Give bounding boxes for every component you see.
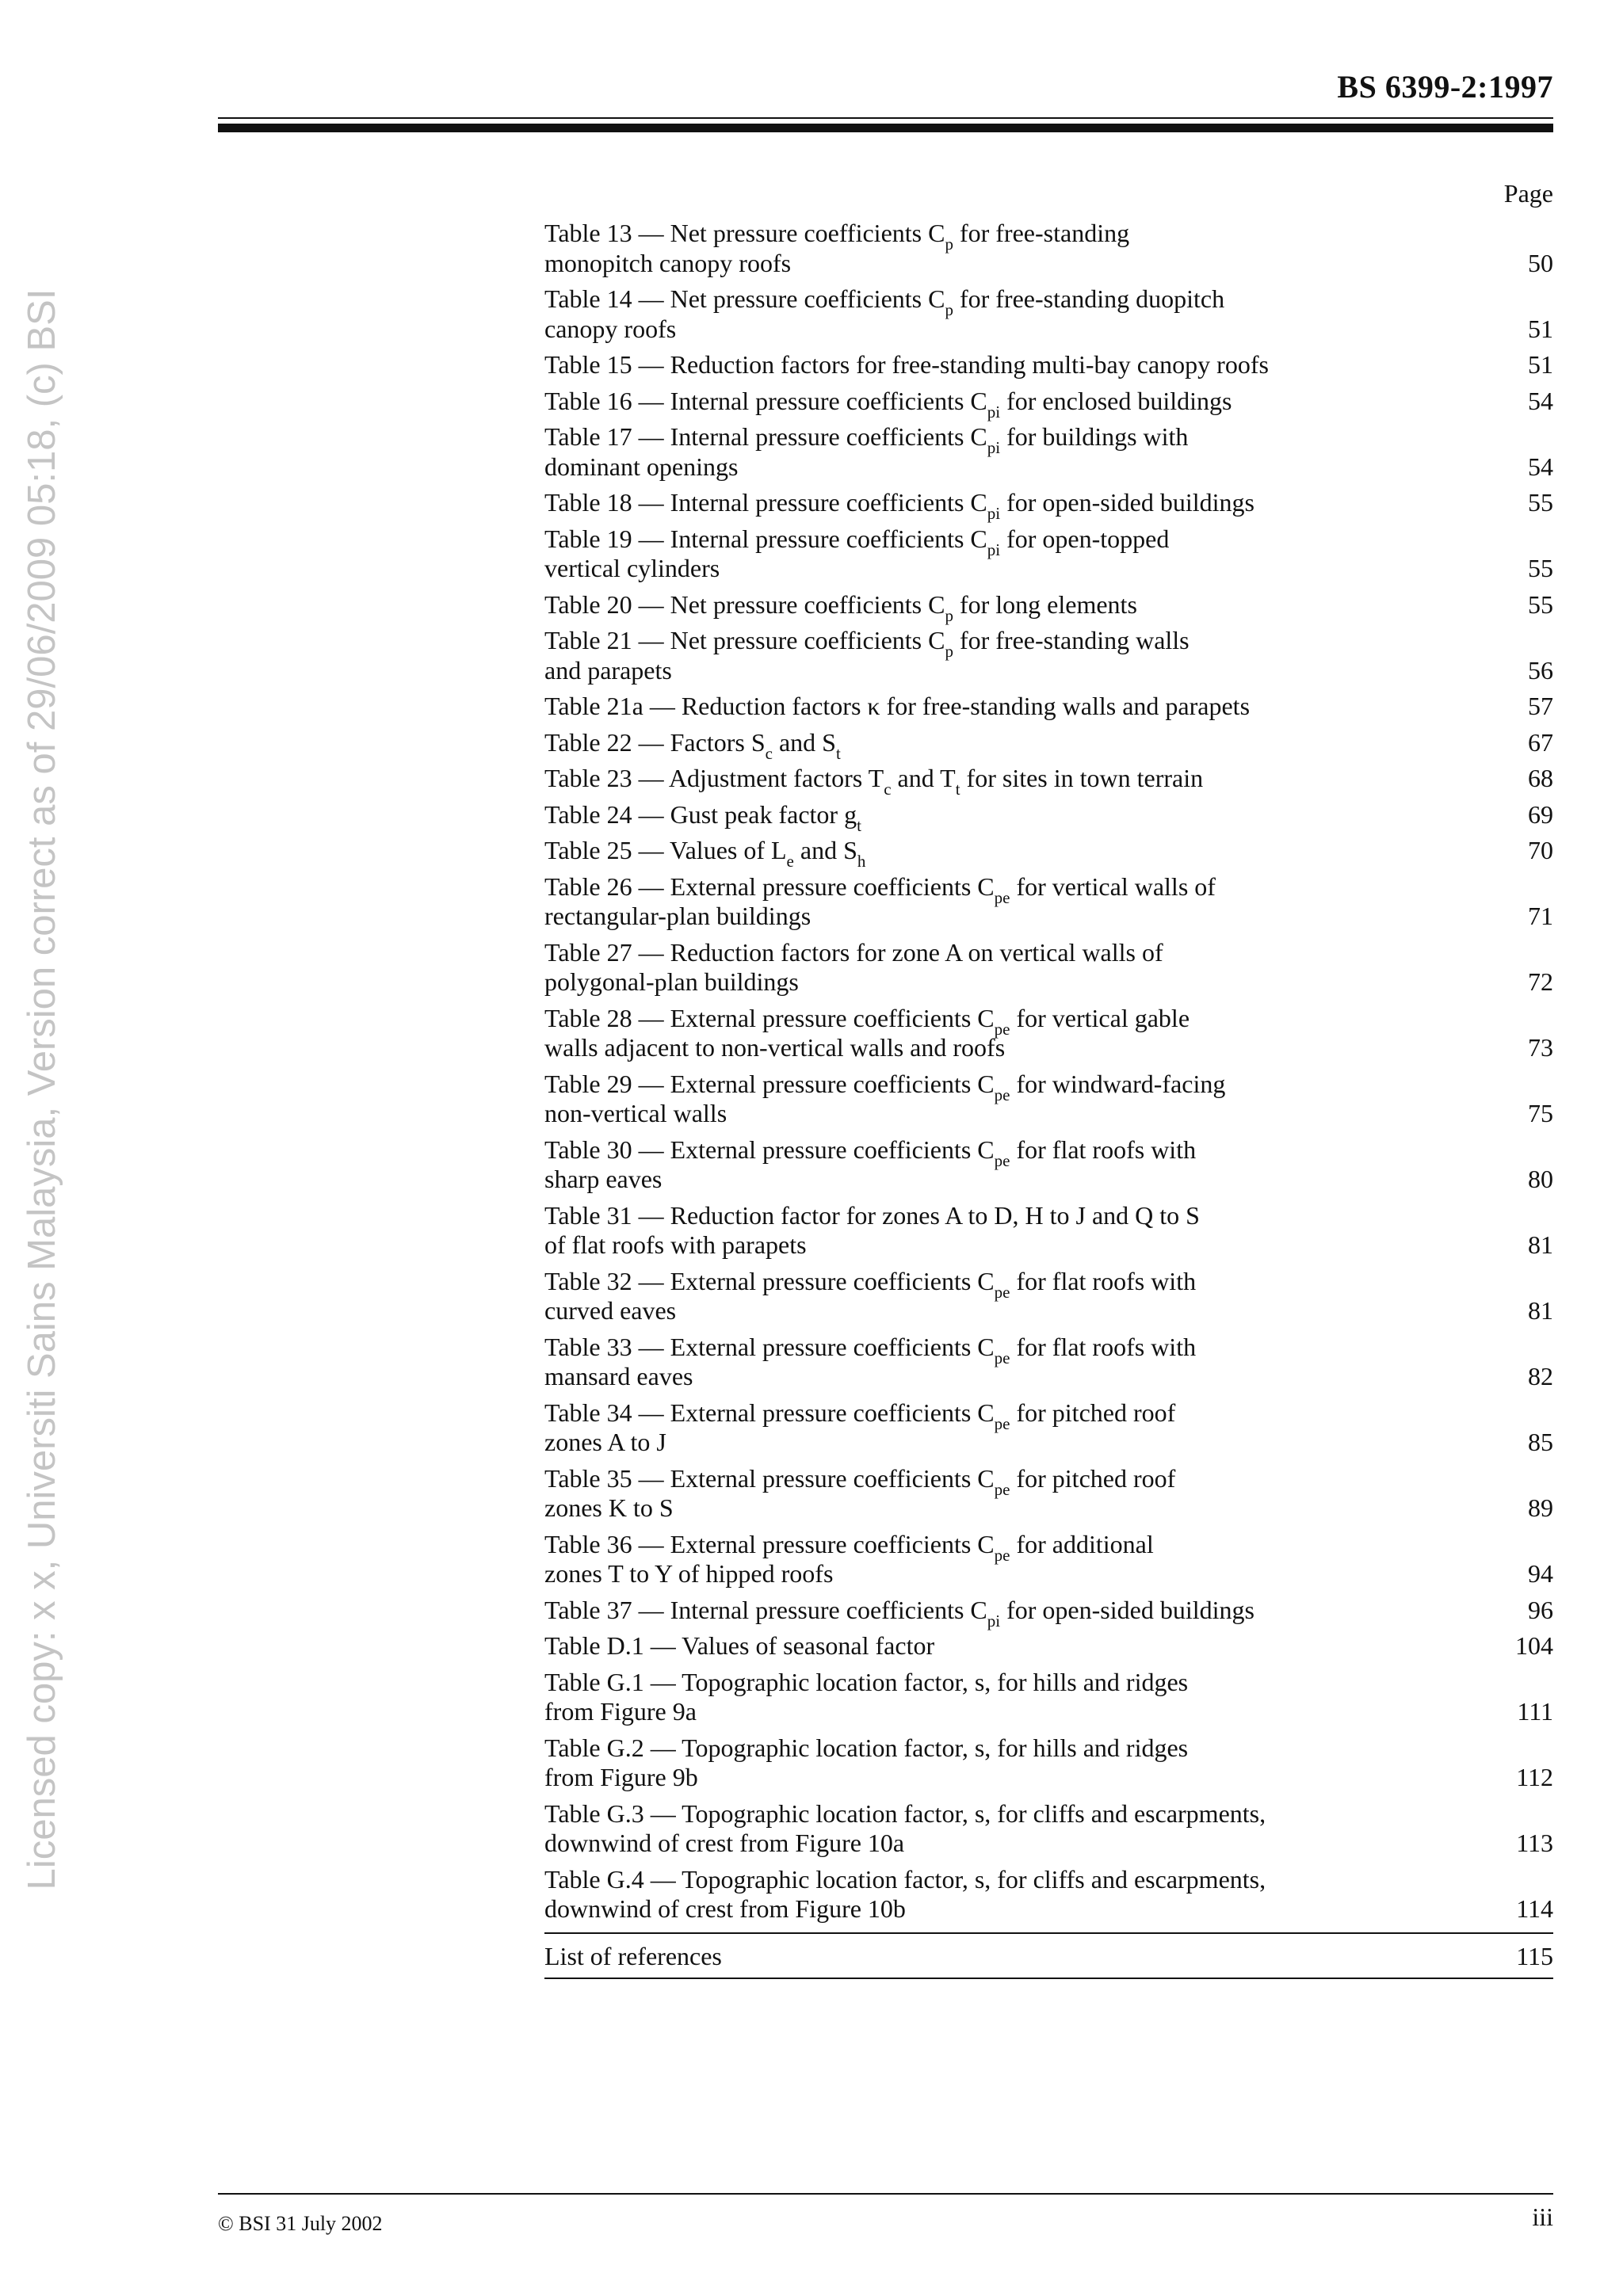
toc-entry-title: Table 24 — Gust peak factor $g_t$	[544, 799, 861, 835]
toc-entry[interactable]	[544, 692, 1553, 722]
footer-rule	[218, 2193, 1553, 2195]
toc-entry[interactable]	[544, 1865, 1553, 1924]
toc-entry-title: Table 34 — External pressure coefficients $C_{pe}$ for pitched roof zones A to J	[544, 1398, 1176, 1456]
toc-entry-page: 51	[1528, 350, 1553, 379]
toc-entry-page: 114	[1516, 1894, 1553, 1923]
toc-entry-title: Table 28 — External pressure coefficients $C_{pe}$ for vertical gable walls adjacent to non-vertical walls and roofs	[544, 1003, 1190, 1062]
toc-entry-page: 55	[1528, 488, 1553, 517]
toc-entry[interactable]	[544, 727, 1553, 763]
header-rule-thin	[218, 117, 1553, 119]
toc-entry[interactable]	[544, 1201, 1553, 1261]
toc-entry-title: Table 25 — Values of $L_e$ and $S_h$	[544, 836, 866, 871]
toc-entry-title: Table 35 — External pressure coefficients $C_{pe}$ for pitched roof zones K to S	[544, 1463, 1176, 1522]
toc-entry-title: Table 14 — Net pressure coefficients $C_p$ for free-standing duopitch canopy roofs	[544, 284, 1225, 343]
toc-entry-title: Table 17 — Internal pressure coefficients $C_{pi}$ for buildings with dominant openings	[544, 422, 1189, 481]
toc-entry-title: Table 21a — Reduction factors κ for free-standing walls and parapets	[544, 692, 1251, 720]
toc-entry-references[interactable]	[544, 1932, 1553, 1980]
toc-entry-page: 68	[1528, 764, 1553, 792]
toc-entry-page: 56	[1528, 655, 1553, 685]
toc-entry-title: Table 30 — External pressure coefficients $C_{pe}$ for flat roofs with sharp eaves	[544, 1135, 1197, 1193]
toc-entry[interactable]	[544, 1668, 1553, 1727]
toc-entry[interactable]	[544, 799, 1553, 835]
toc-entry-title: Table G.3 — Topographic location factor, s, for cliffs and escarpments, downwind of crest from Figure 10a	[544, 1798, 1266, 1857]
toc-entry[interactable]	[544, 1733, 1553, 1793]
toc-entry-title: Table 16 — Internal pressure coefficients $C_{pi}$ for enclosed buildings	[544, 386, 1232, 421]
toc-entry-page: 72	[1528, 967, 1553, 996]
toc-entry-page: 115	[1516, 1941, 1553, 1970]
toc-entry[interactable]	[544, 1631, 1553, 1661]
footer-page-number: iii	[1532, 2203, 1553, 2231]
toc-entries	[544, 219, 1553, 1924]
document-code: BS 6399-2:1997	[1337, 69, 1553, 105]
toc-entry[interactable]	[544, 764, 1553, 799]
footer-copyright: © BSI 31 July 2002	[218, 2212, 383, 2235]
toc-entry-title: Table 22 — Factors $S_c$ and $S_t$	[544, 727, 841, 763]
toc-entry[interactable]	[544, 626, 1553, 685]
toc-entry-page: 55	[1528, 589, 1553, 619]
toc-page-column-label: Page	[1503, 179, 1553, 208]
toc-entry[interactable]	[544, 1267, 1553, 1326]
toc-entry[interactable]	[544, 422, 1553, 482]
toc-entry[interactable]	[544, 1595, 1553, 1630]
toc-entry-title: Table 19 — Internal pressure coefficients $C_{pi}$ for open-topped vertical cylinders	[544, 524, 1170, 582]
toc-entry[interactable]	[544, 1004, 1553, 1063]
toc-entry-page: 113	[1516, 1829, 1553, 1857]
toc-entry-title: Table D.1 — Values of seasonal factor	[544, 1631, 935, 1660]
toc-entry-page: 55	[1528, 554, 1553, 582]
toc-entry-title: Table 13 — Net pressure coefficients $C_p$ for free-standing monopitch canopy roofs	[544, 219, 1130, 277]
toc-entry-page: 81	[1528, 1230, 1553, 1259]
toc-entry[interactable]	[544, 1464, 1553, 1524]
toc-entry-page: 85	[1528, 1428, 1553, 1456]
toc-entry-title: Table G.1 — Topographic location factor, s, for hills and ridges from Figure 9a	[544, 1667, 1189, 1726]
toc-entry[interactable]	[544, 219, 1553, 278]
toc-entry[interactable]	[544, 1333, 1553, 1392]
toc-entry-page: 80	[1528, 1165, 1553, 1193]
toc-entry-page: 69	[1528, 799, 1553, 829]
toc-entry[interactable]	[544, 1398, 1553, 1458]
toc-entry-title: Table 33 — External pressure coefficients $C_{pe}$ for flat roofs with mansard eaves	[544, 1332, 1197, 1390]
toc-entry-page: 50	[1528, 248, 1553, 277]
header-rule-thick	[218, 124, 1553, 132]
toc-entry[interactable]	[544, 589, 1553, 625]
toc-entry-page: 89	[1528, 1493, 1553, 1522]
toc-entry-page: 70	[1528, 836, 1553, 864]
toc-entry-title: Table G.4 — Topographic location factor, s, for cliffs and escarpments, downwind of crest from Figure 10b	[544, 1864, 1266, 1923]
toc-entry[interactable]	[544, 350, 1553, 380]
toc-entry-title: List of references	[544, 1941, 722, 1970]
toc-entry-title: Table 37 — Internal pressure coefficients $C_{pi}$ for open-sided buildings	[544, 1595, 1254, 1630]
toc-entry-page: 96	[1528, 1595, 1553, 1624]
toc-entry-title: Table G.2 — Topographic location factor, s, for hills and ridges from Figure 9b	[544, 1733, 1189, 1791]
toc-entry-title: Table 27 — Reduction factors for zone A on vertical walls of polygonal-plan buildings	[544, 937, 1163, 996]
toc-entry[interactable]	[544, 1070, 1553, 1129]
toc-entry-page: 54	[1528, 386, 1553, 415]
toc-entry-title: Table 29 — External pressure coefficients $C_{pe}$ for windward-facing non-vertical walls	[544, 1069, 1226, 1127]
toc-entry[interactable]	[544, 524, 1553, 584]
toc-entry-page: 54	[1528, 452, 1553, 481]
toc-entry-page: 112	[1516, 1763, 1553, 1791]
toc-entry-title: Table 23 — Adjustment factors $T_c$ and $T_t$ for sites in town terrain	[544, 764, 1204, 799]
toc-entry-title: Table 18 — Internal pressure coefficients $C_{pi}$ for open-sided buildings	[544, 488, 1254, 523]
toc-entry-page: 104	[1515, 1631, 1553, 1660]
toc-entry[interactable]	[544, 872, 1553, 932]
toc-entry[interactable]	[544, 1799, 1553, 1859]
toc-entry-page: 51	[1528, 314, 1553, 343]
toc-entry-page: 81	[1528, 1296, 1553, 1325]
table-of-contents	[544, 219, 1553, 1985]
toc-entry-page: 75	[1528, 1099, 1553, 1127]
toc-entry-page: 67	[1528, 727, 1553, 757]
toc-entry[interactable]	[544, 1135, 1553, 1195]
toc-entry-title: Table 36 — External pressure coefficients $C_{pe}$ for additional zones T to Y of hipped roofs	[544, 1529, 1154, 1588]
toc-entry[interactable]	[544, 938, 1553, 997]
toc-entry[interactable]	[544, 386, 1553, 421]
toc-entry-page: 111	[1517, 1697, 1553, 1726]
toc-entry[interactable]	[544, 488, 1553, 523]
toc-entry-page: 94	[1528, 1559, 1553, 1588]
toc-entry[interactable]	[544, 836, 1553, 871]
toc-entry-title: Table 31 — Reduction factor for zones A to D, H to J and Q to S of flat roofs with parapets	[544, 1200, 1200, 1259]
toc-entry-page: 57	[1528, 692, 1553, 720]
toc-entry-title: Table 32 — External pressure coefficients $C_{pe}$ for flat roofs with curved eaves	[544, 1266, 1197, 1325]
toc-entry-title: Table 26 — External pressure coefficients $C_{pe}$ for vertical walls of rectangular-plan buildings	[544, 871, 1216, 930]
toc-entry-title: Table 21 — Net pressure coefficients $C_p$ for free-standing walls and parapets	[544, 626, 1190, 685]
license-watermark: Licensed copy: x x, Universiti Sains Malaysia, Version correct as of 29/06/2009 05:18, (c) BSI	[21, 288, 63, 1890]
toc-entry-page: 82	[1528, 1362, 1553, 1390]
toc-entry[interactable]	[544, 1530, 1553, 1589]
toc-entry-page: 71	[1528, 902, 1553, 930]
toc-entry-title: Table 15 — Reduction factors for free-standing multi-bay canopy roofs	[544, 350, 1269, 379]
toc-entry[interactable]	[544, 284, 1553, 344]
toc-entry-page: 73	[1528, 1033, 1553, 1062]
toc-entry-title: Table 20 — Net pressure coefficients $C_p$ for long elements	[544, 589, 1137, 625]
